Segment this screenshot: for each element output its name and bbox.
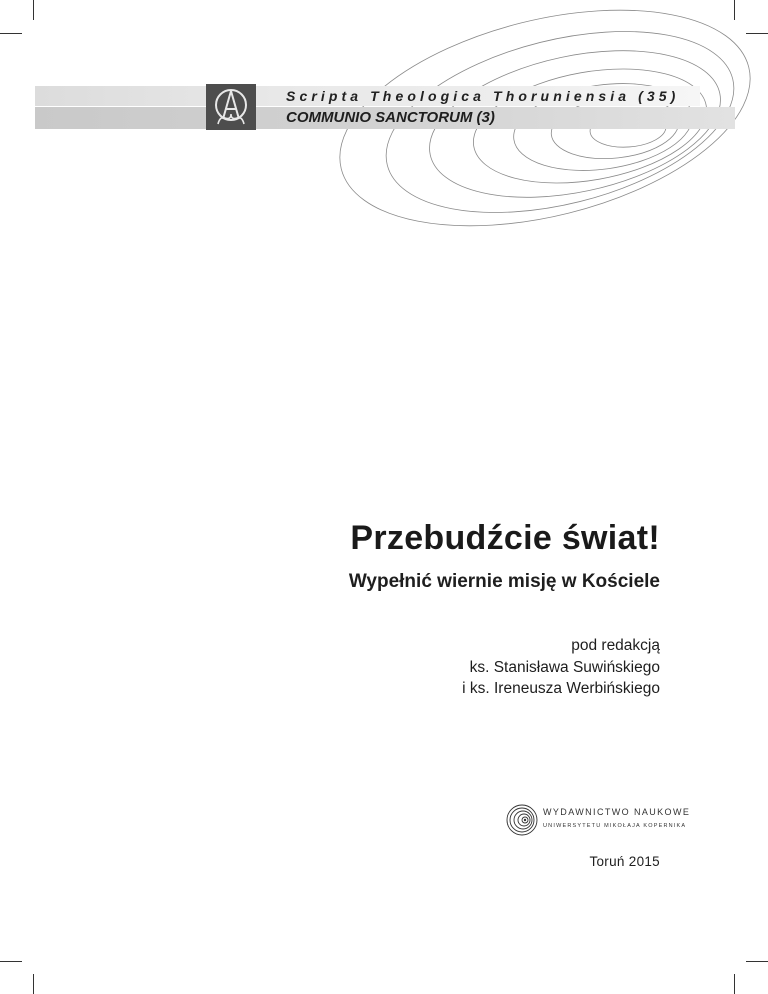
series-subtitle: COMMUNIO SANCTORUM (3) [286,109,495,126]
publisher-spiral-logo-icon [505,803,539,837]
publisher-name: WYDAWNICTWO NAUKOWE [543,807,691,817]
publisher-university: UNIWERSYTETU MIKOŁAJA KOPERNIKA [543,823,687,829]
imprint: Toruń 2015 [589,854,660,869]
publisher-logo-block [505,803,691,839]
editors-intro: pod redakcją [571,637,660,655]
series-title: Scripta Theologica Thoruniensia (35) [286,88,680,104]
title-block [349,520,660,700]
series-logo [206,84,256,130]
book-subtitle: Wypełnić wiernie misję w Kościele [348,571,660,593]
alpha-omega-logo-icon [210,86,252,128]
editor-1: ks. Stanisława Suwińskiego [469,658,660,676]
book-title: Przebudźcie świat! [350,519,660,557]
editor-2: i ks. Ireneusza Werbińskiego [462,680,660,698]
editors-block [349,635,660,699]
